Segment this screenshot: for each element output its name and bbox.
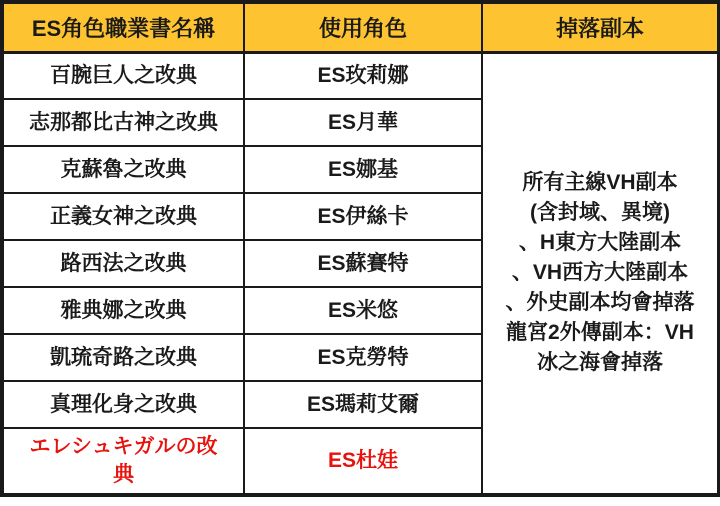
character-cell: ES蘇賽特 [244, 240, 482, 287]
drop-note-cell [482, 52, 719, 495]
drop-note-line: 冰之海會掉落 [537, 351, 663, 375]
character-cell: ES伊絲卡 [244, 193, 482, 240]
drop-note-line: 龍宮2外傳副本：VH [506, 321, 694, 345]
drop-note-line: 、H東方大陸副本 [518, 231, 682, 255]
table-row [2, 52, 719, 99]
book-name-cell: 百腕巨人之改典 [2, 52, 244, 99]
character-cell: ES杜娃 [244, 428, 482, 495]
character-cell: ES玫莉娜 [244, 52, 482, 99]
character-cell: ES米悠 [244, 287, 482, 334]
drop-note-line: 所有主線VH副本 [522, 171, 678, 195]
book-name-cell: 克蘇魯之改典 [2, 146, 244, 193]
book-name-cell: 正義女神之改典 [2, 193, 244, 240]
table-header [2, 2, 719, 52]
table-body [2, 52, 719, 495]
book-name-cell: 路西法之改典 [2, 240, 244, 287]
character-cell: ES克勞特 [244, 334, 482, 381]
book-name-cell: 凱琉奇路之改典 [2, 334, 244, 381]
header-cell-character: 使用角色 [244, 2, 482, 52]
drop-note-line: 、VH西方大陸副本 [511, 261, 689, 285]
header-cell-drop-dungeon: 掉落副本 [482, 2, 719, 52]
drop-note-line: (含封域、異境) [530, 201, 670, 225]
header-row [2, 2, 719, 52]
character-cell: ES瑪莉艾爾 [244, 381, 482, 428]
book-name-cell: 真理化身之改典 [2, 381, 244, 428]
character-cell: ES月華 [244, 99, 482, 146]
drop-note-line: 、外史副本均會掉落 [505, 291, 695, 315]
book-name-cell: 志那都比古神之改典 [2, 99, 244, 146]
character-cell: ES娜基 [244, 146, 482, 193]
book-name-cell: 雅典娜之改典 [2, 287, 244, 334]
header-cell-book-name: ES角色職業書名稱 [2, 2, 244, 52]
book-name-cell: エレシュキガルの改典 [2, 428, 244, 495]
